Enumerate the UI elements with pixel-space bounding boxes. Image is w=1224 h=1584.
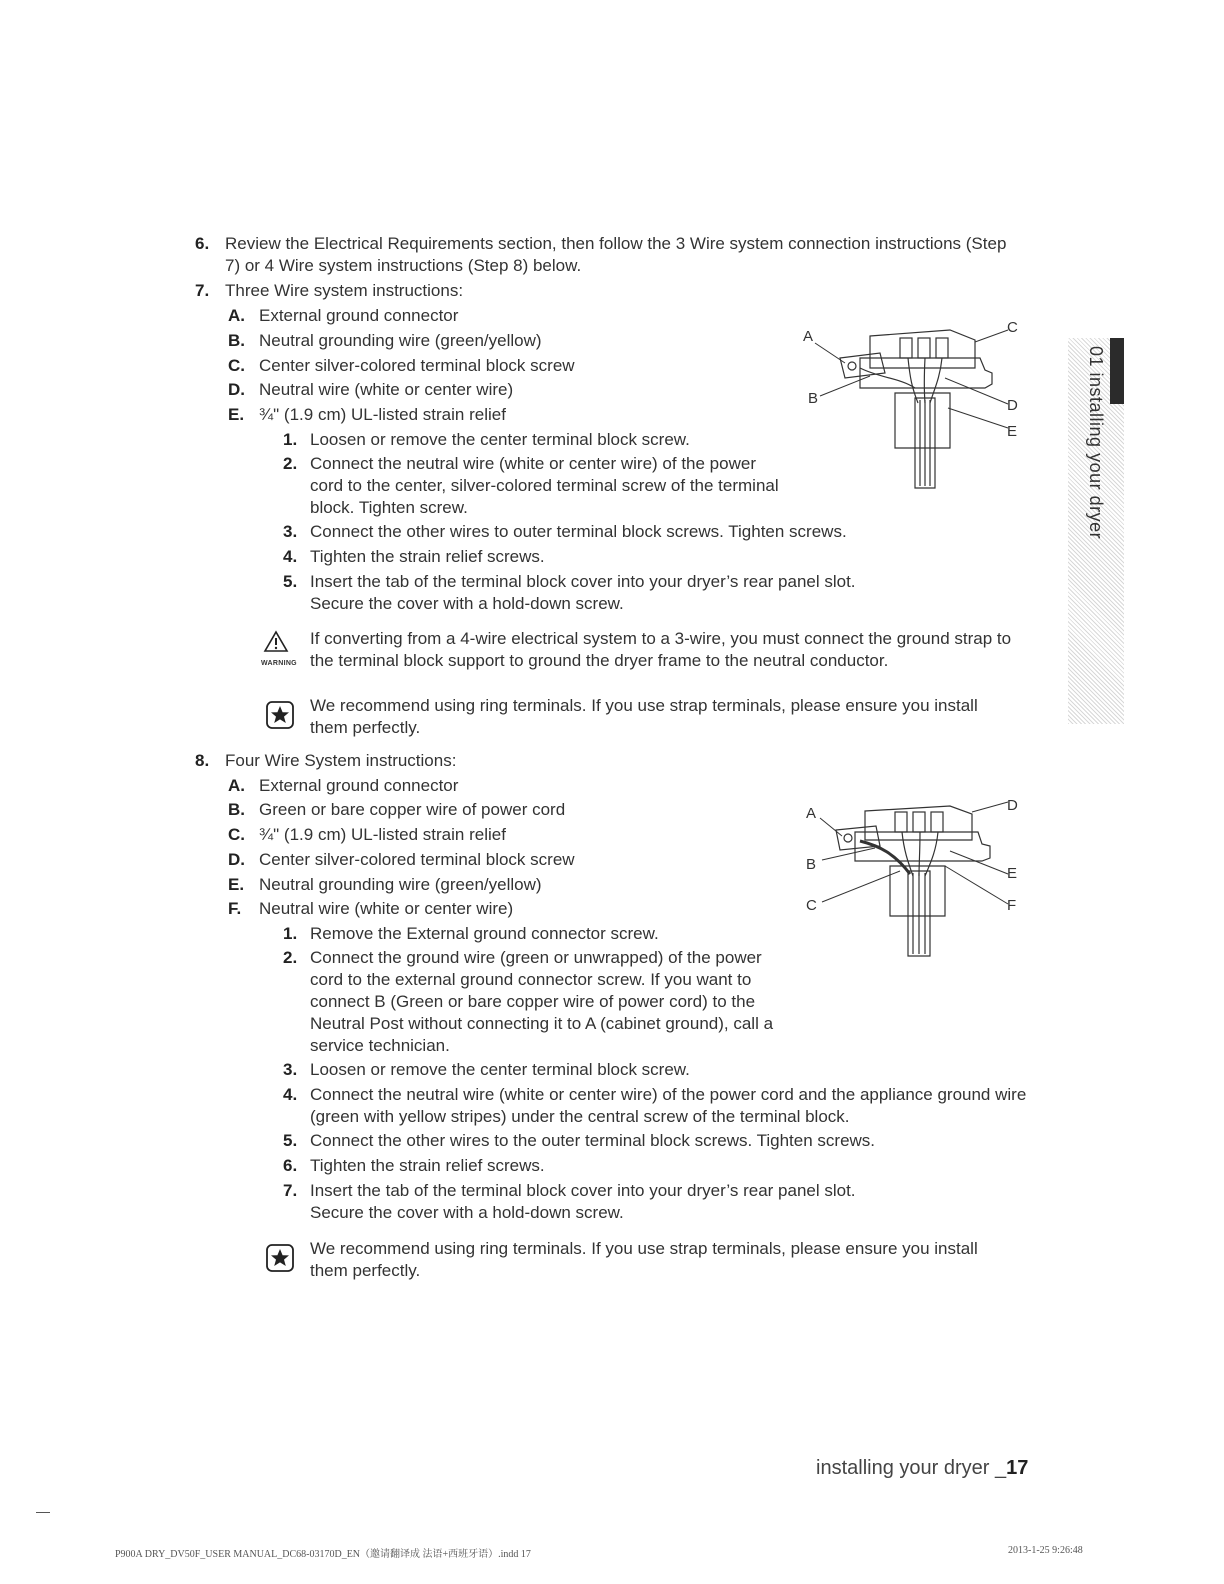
- step-8-substep-number: 1.: [283, 924, 298, 943]
- crop-mark: [36, 1512, 50, 1513]
- step-7-substep-text: Connect the other wires to outer terminal block screws. Tighten screws.: [310, 522, 847, 541]
- step-8-substep-number: 7.: [283, 1181, 298, 1200]
- chapter-side-tab: [1068, 338, 1124, 724]
- step-8-substep-number: 4.: [283, 1085, 298, 1104]
- step-8-part-text: Neutral wire (white or center wire): [259, 899, 514, 918]
- step-8-substep-text: Insert the tab of the terminal block cover into your dryer’s rear panel slot. Secure the cover with a hold-down screw.: [310, 1181, 856, 1222]
- ground-connector: [840, 353, 885, 378]
- step-8-part-text: ¾" (1.9 cm) UL-listed strain relief: [259, 825, 506, 844]
- terminal-screw: [918, 338, 930, 358]
- step-7-substep-number: 1.: [283, 430, 298, 449]
- step-8-part-letter: A.: [228, 776, 245, 795]
- page-number: 17: [1006, 1457, 1029, 1479]
- diagram-2-label-c: C: [806, 897, 817, 914]
- step-7-part-letter: A.: [228, 306, 245, 325]
- page-footer: [816, 1457, 1028, 1480]
- step-7-part-letter: E.: [228, 405, 245, 424]
- diagram-1-label-c: C: [1007, 319, 1018, 336]
- chapter-tab-marker: [1110, 338, 1124, 404]
- step-7-substep-number: 2.: [283, 454, 298, 473]
- step-6-line-1: Review the Electrical Requirements section, then follow the 3 Wire system connection instructions (Step: [225, 234, 1007, 253]
- step-8-substep-number: 6.: [283, 1156, 298, 1175]
- diagram-1-label-b: B: [808, 390, 819, 407]
- diagram-1-label-d: D: [1007, 397, 1018, 414]
- diagram-2-label-e: E: [1007, 865, 1018, 882]
- print-slug-file: P900A DRY_DV50F_USER MANUAL_DC68-03170D_EN（邀请翻译成 法语+西班牙语）.indd 17: [115, 1549, 531, 1560]
- terminal-block-cover: [870, 330, 975, 368]
- step-8-substep-text: Connect the neutral wire (white or center wire) of the power cord and the appliance ground wire (green with yellow stripes) under the central screw of the terminal block.: [310, 1085, 1027, 1126]
- diagram-2-label-a: A: [806, 805, 817, 822]
- step-8-number: 8.: [195, 751, 210, 770]
- step-7-substep-text: Tighten the strain relief screws.: [310, 547, 545, 566]
- step-7-substep-text: Connect the neutral wire (white or center wire) of the power cord to the center, silver-colored terminal screw of the terminal block. Tighten screw.: [310, 454, 779, 517]
- terminal-screw: [931, 812, 943, 832]
- step-7-part-text: Neutral wire (white or center wire): [259, 380, 514, 399]
- step-7-substep-text: Insert the tab of the terminal block cover into your dryer’s rear panel slot. Secure the cover with a hold-down screw.: [310, 572, 856, 613]
- diagram-1-label-a: A: [803, 328, 814, 345]
- step-8-substep-text: Connect the other wires to the outer terminal block screws. Tighten screws.: [310, 1131, 876, 1150]
- step-7-substep-text: Loosen or remove the center terminal block screw.: [310, 430, 690, 449]
- step-7-part-text: Neutral grounding wire (green/yellow): [259, 331, 542, 350]
- step-7-number: 7.: [195, 281, 210, 300]
- step-8-part-text: Neutral grounding wire (green/yellow): [259, 875, 542, 894]
- four-wire-diagram: [800, 796, 1030, 966]
- step-7-part-text: Center silver-colored terminal block screw: [259, 356, 575, 375]
- step-8-part-text: Center silver-colored terminal block screw: [259, 850, 575, 869]
- note-text-1: We recommend using ring terminals. If you use strap terminals, please ensure you install them perfectly.: [310, 696, 978, 737]
- step-6-line-2: 7) or 4 Wire system instructions (Step 8) below.: [225, 256, 582, 275]
- step-7-substep-number: 4.: [283, 547, 298, 566]
- terminal-block-cover: [865, 806, 972, 840]
- step-8-part-text: Green or bare copper wire of power cord: [259, 800, 566, 819]
- diagram-1-label-e: E: [1007, 423, 1018, 440]
- step-7-title: Three Wire system instructions:: [225, 281, 464, 300]
- step-7-part-text: ¾" (1.9 cm) UL-listed strain relief: [259, 405, 506, 424]
- terminal-screw: [936, 338, 948, 358]
- step-8-substep-text: Remove the External ground connector screw.: [310, 924, 659, 943]
- step-8-part-letter: E.: [228, 875, 245, 894]
- warning-caption: WARNING: [261, 660, 297, 667]
- step-8-substep-number: 2.: [283, 948, 298, 967]
- note-text-2: We recommend using ring terminals. If you use strap terminals, please ensure you install them perfectly.: [310, 1239, 978, 1280]
- step-7-substep-number: 3.: [283, 522, 298, 541]
- strain-relief: [890, 866, 945, 916]
- warning-icon: [263, 630, 289, 654]
- chapter-tab-label: 01 installing your dryer: [1086, 346, 1106, 540]
- diagram-2-label-f: F: [1007, 897, 1017, 914]
- terminal-screw: [900, 338, 912, 358]
- step-7-part-letter: D.: [228, 380, 245, 399]
- step-7-part-letter: C.: [228, 356, 245, 375]
- diagram-2-label-b: B: [806, 856, 817, 873]
- step-8-substep-text: Loosen or remove the center terminal block screw.: [310, 1060, 690, 1079]
- step-8-title: Four Wire System instructions:: [225, 751, 457, 770]
- step-8-part-letter: D.: [228, 850, 245, 869]
- strain-relief: [895, 393, 950, 448]
- terminal-screw: [895, 812, 907, 832]
- step-7-part-text: External ground connector: [259, 306, 459, 325]
- step-8-part-letter: F.: [228, 899, 242, 918]
- step-8-substep-number: 5.: [283, 1131, 298, 1150]
- print-slug-timestamp: 2013-1-25 9:26:48: [1008, 1545, 1083, 1556]
- step-7-part-letter: B.: [228, 331, 245, 350]
- note-star-icon: [265, 700, 295, 730]
- step-8-part-text: External ground connector: [259, 776, 459, 795]
- step-6-number: 6.: [195, 234, 210, 253]
- step-8-part-letter: B.: [228, 800, 245, 819]
- step-8-part-letter: C.: [228, 825, 245, 844]
- step-7-substep-number: 5.: [283, 572, 298, 591]
- step-8-substep-text: Connect the ground wire (green or unwrapped) of the power cord to the external ground connector screw. If you want to connect B (Green or bare copper wire of power cord) to the Neutral Post without connecting it to A (cabinet ground), call a service technician.: [310, 948, 774, 1055]
- three-wire-diagram: [800, 318, 1030, 498]
- warning-text: If converting from a 4-wire electrical system to a 3-wire, you must connect the ground strap to the terminal block support to ground the dryer frame to the neutral conductor.: [310, 629, 1012, 670]
- note-star-icon: [265, 1243, 295, 1273]
- footer-section-title: installing your dryer _: [816, 1457, 1007, 1479]
- diagram-2-label-d: D: [1007, 797, 1018, 814]
- step-8-substep-number: 3.: [283, 1060, 298, 1079]
- step-8-substep-text: Tighten the strain relief screws.: [310, 1156, 545, 1175]
- terminal-screw: [913, 812, 925, 832]
- terminal-block-base: [860, 358, 992, 388]
